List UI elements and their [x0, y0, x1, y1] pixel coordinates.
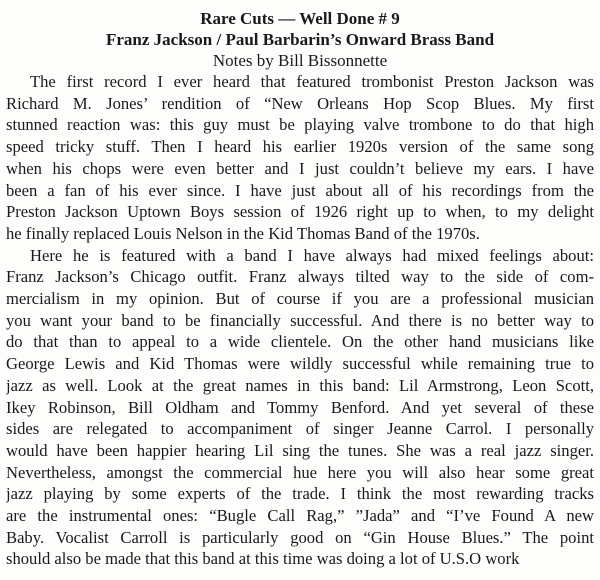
text-line: jazz as well. Look at the great names in this band: Lil Armstrong, Leon Scott,: [6, 375, 594, 395]
text-line: sides are relegated to accompaniment of singer Jeanne Carrol. I personally: [6, 419, 594, 439]
text-line: Franz Jackson’s Chicago outfit. Franz always tilted way to the side of com-: [6, 267, 594, 287]
paragraph-2: [6, 245, 594, 571]
text-line: Here he is featured with a band I have always had mixed feelings about:: [30, 245, 594, 265]
text-line: Preston Jackson Uptown Boys session of 1926 right up to when, to my delight: [6, 202, 594, 222]
text-line: do that than to appeal to a wide clientele. On the other hand musicians like: [6, 332, 594, 352]
document-page: [6, 8, 594, 570]
text-line: should also be made that this band at this time was doing a lot of U.S.O work: [6, 549, 520, 569]
text-line: mercialism in my opinion. But of course if you are a professional musician: [6, 289, 594, 309]
text-line: when his chops were even better and I just couldn’t believe my ears. I have: [6, 158, 594, 178]
text-line: Nevertheless, amongst the commercial hue here you will also hear some great: [6, 462, 594, 482]
text-line: would have been happier hearing Lil sing the tunes. She was a real jazz singer.: [6, 440, 594, 460]
text-line: speed tricky stuff. Then I heard his earlier 1920s version of the same song: [6, 137, 594, 157]
text-line: are the instrumental ones: “Bugle Call Rag,” ”Jada” and “I’ve Found A new: [6, 506, 594, 526]
text-line: he finally replaced Louis Nelson in the Kid Thomas Band of the 1970s.: [6, 223, 480, 243]
byline: Notes by Bill Bissonnette: [212, 51, 388, 70]
text-line: Richard M. Jones’ rendition of “New Orleans Hop Scop Blues. My first: [6, 93, 594, 113]
text-line: The first record I ever heard that featured trombonist Preston Jackson was: [30, 72, 594, 91]
text-line: jazz playing by some experts of the trade. I think the most rewarding tracks: [6, 484, 594, 504]
text-line: Ikey Robinson, Bill Oldham and Tommy Benford. And yet several of these: [6, 397, 594, 417]
page-title: Rare Cuts — Well Done # 9: [200, 9, 400, 28]
page-subtitle: Franz Jackson / Paul Barbarin’s Onward Brass Band: [105, 30, 495, 49]
text-line: Baby. Vocalist Carroll is particularly good on “Gin House Blues.” The point: [6, 527, 594, 547]
text-line: George Lewis and Kid Thomas were wildly successful while remaining true to: [6, 354, 594, 374]
text-line: stunned reaction was: this guy must be playing valve trombone to do that high: [6, 115, 594, 135]
text-line: you want your band to be financially successful. And there is no better way to: [6, 310, 594, 330]
text-line: been a fan of his ever since. I have just about all of his recordings from the: [6, 180, 594, 200]
paragraph-1: [6, 71, 594, 245]
